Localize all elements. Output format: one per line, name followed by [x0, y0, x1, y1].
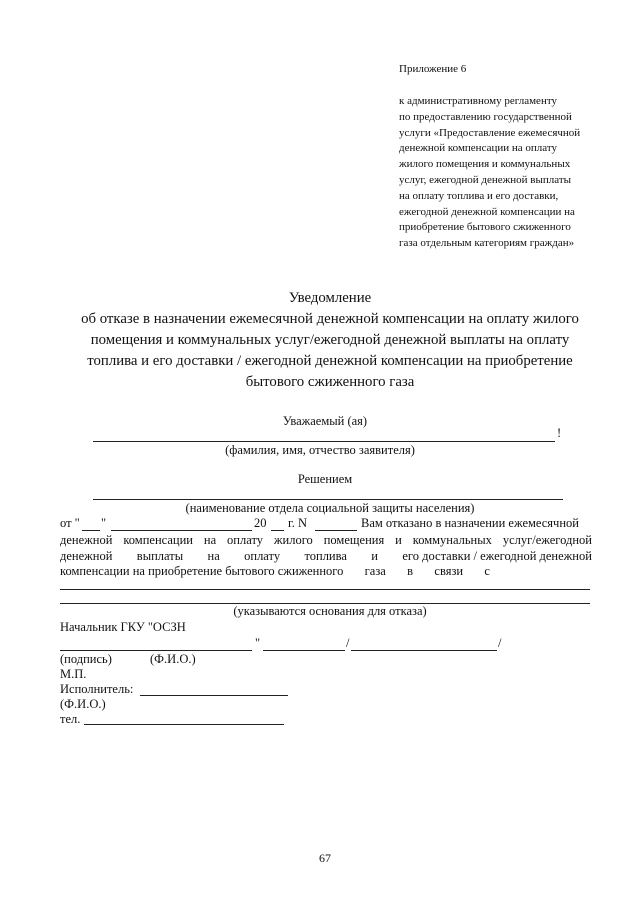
- head-signature-line[interactable]: [60, 650, 252, 651]
- body-line-4: компенсации на приобретение бытового сжиженного газа в связи с: [60, 564, 490, 578]
- fio-caption: (Ф.И.О.): [150, 652, 196, 666]
- appendix-line: услуги «Предоставление ежемесячной: [399, 126, 581, 139]
- heading-line: топлива и его доставки / ежегодной денежной компенсации на приобретение: [87, 353, 573, 369]
- decision-label: Решением: [297, 472, 353, 486]
- from-label: от ": [60, 516, 80, 530]
- body-line-3: денежной выплаты на оплату топлива и его доставки / ежегодной денежной: [60, 549, 592, 563]
- reasons-caption: (указываются основания для отказа): [233, 604, 427, 618]
- appendix-line: по предоставлению государственной: [399, 110, 572, 123]
- phone-line[interactable]: [84, 724, 284, 725]
- appendix-title: Приложение 6: [399, 63, 467, 75]
- exclamation-mark: !: [557, 426, 562, 440]
- signature-line-2[interactable]: [263, 650, 345, 651]
- document-title: Уведомление: [288, 290, 372, 306]
- appendix-line: жилого помещения и коммунальных: [399, 158, 571, 171]
- appendix-line: услуг, ежегодной денежной выплаты: [399, 174, 572, 186]
- applicant-caption: (фамилия, имя, отчество заявителя): [225, 443, 415, 457]
- stamp-place: М.П.: [60, 667, 87, 681]
- year-field[interactable]: [271, 530, 284, 531]
- number-field[interactable]: [315, 530, 357, 531]
- month-field[interactable]: [111, 530, 252, 531]
- slash-1: /: [346, 636, 350, 650]
- head-title: Начальник ГКУ "ОСЗН: [60, 620, 186, 634]
- day-field[interactable]: [82, 530, 100, 531]
- quote-mark-2: ": [255, 636, 261, 650]
- heading-line: помещения и коммунальных услуг/ежегодной денежной выплаты на оплату: [90, 332, 570, 348]
- appendix-line: газа отдельным категориям граждан»: [399, 237, 575, 250]
- department-name-line[interactable]: [93, 499, 563, 500]
- reasons-line-1[interactable]: [60, 589, 590, 590]
- appendix-line: ежегодной денежной компенсации на: [399, 205, 575, 218]
- executor-label: Исполнитель:: [60, 682, 134, 696]
- signature-caption: (подпись): [60, 652, 112, 666]
- number-label: г. N: [288, 516, 307, 530]
- appendix-line: приобретение бытового сжиженного: [399, 221, 571, 234]
- page-number: 67: [319, 851, 331, 865]
- quote-mark: ": [101, 516, 107, 530]
- heading-line: бытового сжиженного газа: [245, 374, 415, 390]
- appendix-line: к административному регламенту: [399, 95, 557, 107]
- body-line-2: денежной компенсации на оплату жилого помещения и коммунальных услуг/ежегодной: [60, 533, 592, 547]
- heading-line: об отказе в назначении ежемесячной денежной компенсации на оплату жилого: [81, 311, 579, 327]
- phone-label: тел.: [60, 712, 81, 726]
- greeting: Уважаемый (ая): [282, 414, 368, 428]
- executor-fio: (Ф.И.О.): [60, 697, 106, 711]
- executor-line[interactable]: [140, 695, 288, 696]
- year-prefix: 20: [254, 516, 267, 530]
- appendix-line: денежной компенсации на оплату: [399, 142, 558, 155]
- department-caption: (наименование отдела социальной защиты населения): [185, 501, 475, 515]
- fio-line[interactable]: [351, 650, 497, 651]
- refusal-text: Вам отказано в назначении ежемесячной: [361, 516, 579, 530]
- applicant-name-line[interactable]: [93, 441, 555, 442]
- appendix-line: на оплату топлива и его доставки,: [399, 189, 559, 202]
- slash-2: /: [498, 636, 502, 650]
